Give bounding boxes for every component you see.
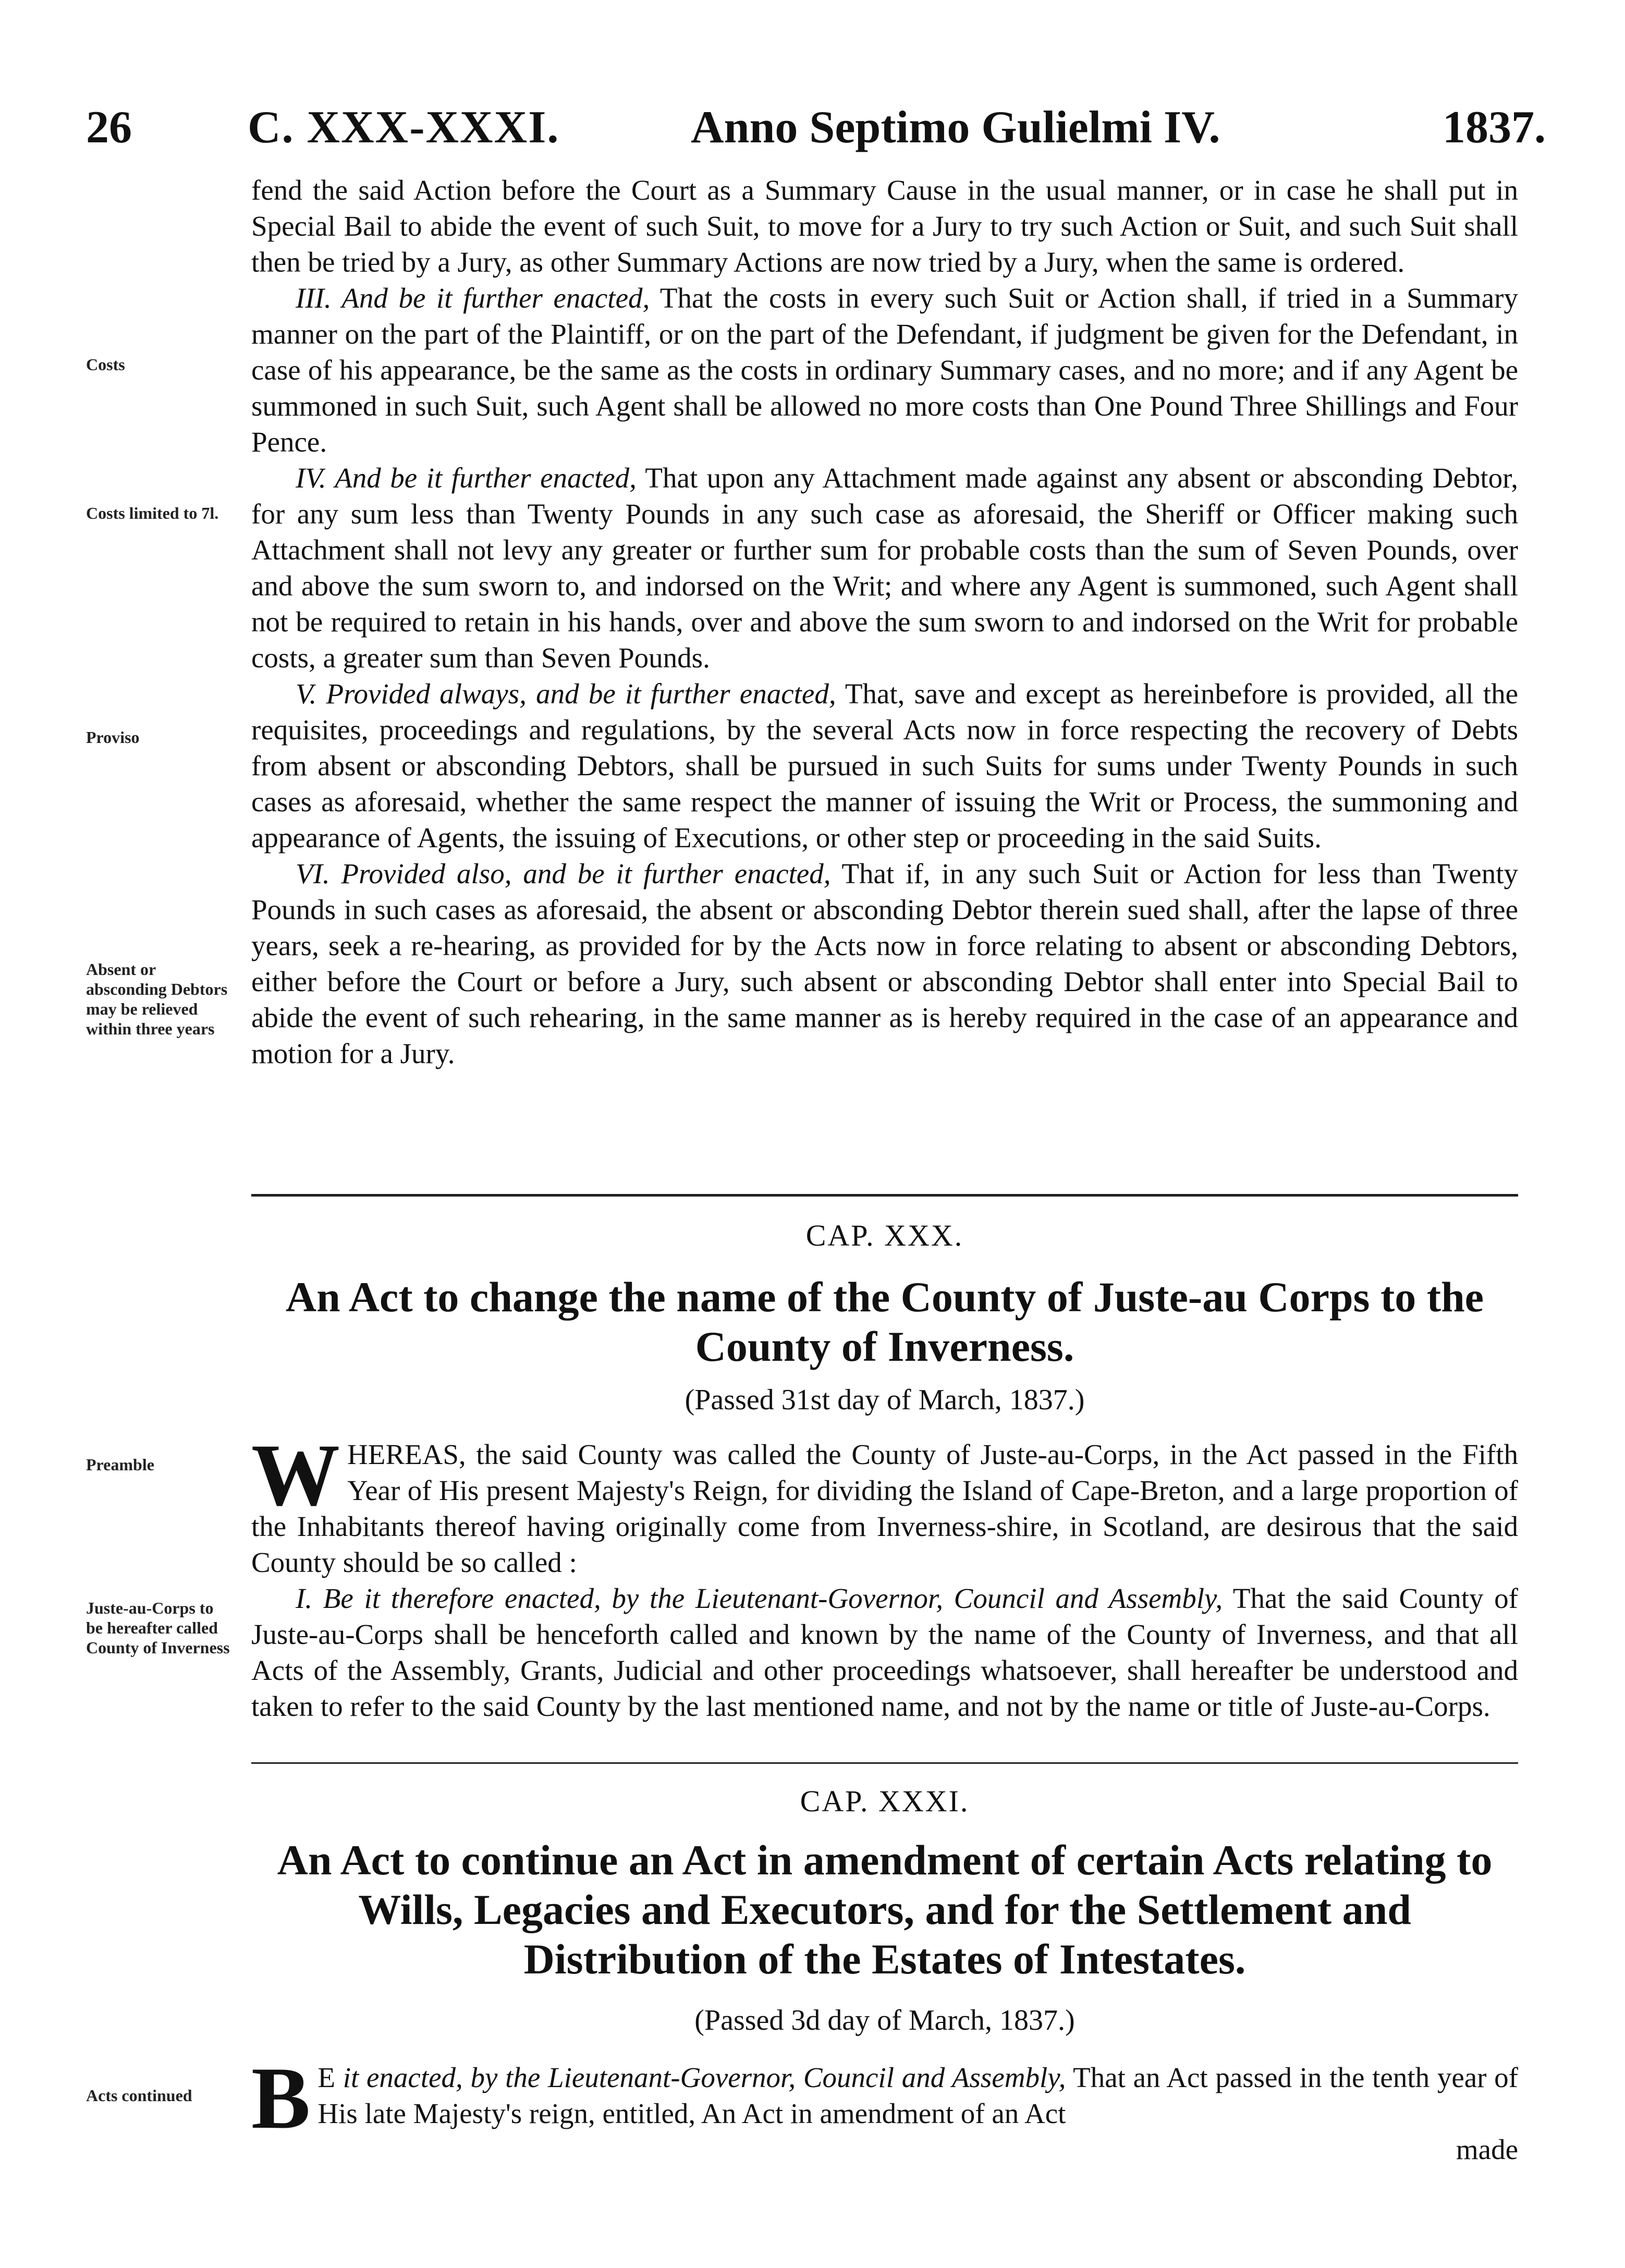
running-head <box>86 99 1546 156</box>
section-rule-2 <box>251 1762 1518 1764</box>
cap30-preamble-text: HEREAS, the said County was called the County of Juste-au-Corps, in the Act passed in the Fifth Year of His present Majesty's Reign, for dividing the Island of Cape-Breton, and a large proportion of the Inhabitants thereof having originally come from Inverness-shire, in Scotland, are desirous that the said County should be so called : <box>251 1438 1518 1578</box>
margin-note-absent-debtors: Absent or absconding Debtors may be relieved within three years <box>86 960 228 1038</box>
chapter-range: C. XXX-XXXI. <box>248 102 560 153</box>
cap30-body <box>251 1426 1518 1724</box>
cap31-body <box>251 2049 1518 2167</box>
margin-note-costs: Costs <box>86 355 125 374</box>
cap31-enacting-clause <box>251 2049 1518 2147</box>
page-number: 26 <box>86 102 132 153</box>
cap30-section-1-body: That the said County of Juste-au-Corps shall be henceforth called and known by the name of the County of Inverness, and that all Acts of the Assembly, Grants, Judicial and other proceedings whatsoever, shall hereafter be understood and taken to refer to the said County by the last mentioned name, and not by the name or title of Juste-au-Corps. <box>251 1582 1518 1722</box>
cap29-continuation <box>251 172 1518 1071</box>
cap31-heading: CAP. XXXI. <box>800 1784 970 1818</box>
section-5 <box>251 676 1518 856</box>
margin-note-costs-limited: Costs limited to 7l. <box>86 504 219 522</box>
cap31-body-text: That an Act passed in the tenth year of His late Majesty's reign, entitled, An Act in amendment of an Act <box>317 2062 1518 2129</box>
section-6-body: That if, in any such Suit or Action for less than Twenty Pounds in such cases as aforesaid, the absent or absconding Debtor therein sued shall, after the lapse of three years, seek a re-hearing, as provided for by the Acts now in force relating to absent or absconding Debtors, either before the Court or before a Jury, such absent or absconding Debtor shall enter into Special Bail to abide the event of such rehearing, in the same manner as is hereby required in the case of an appearance and motion for a Jury. <box>251 858 1518 1069</box>
cap30-preamble <box>251 1426 1518 1580</box>
cap30-passed-date: (Passed 31st day of March, 1837.) <box>685 1384 1085 1416</box>
cap30-section-1 <box>251 1580 1518 1724</box>
catchword: made <box>1456 2133 1518 2165</box>
year: 1837. <box>1443 102 1546 153</box>
section-3-body: That the costs in every such Suit or Action shall, if tried in a Summary manner on the part of the Plaintiff, or on the part of the Defendant, if judgment be given for the Defendant, in case of his appearance, be the same as the costs in ordinary Summary cases, and no more; and if any Agent be summoned in such Suit, such Agent shall be allowed no more costs than One Pound Three Shillings and Four Pence. <box>251 282 1518 458</box>
section-3 <box>251 280 1518 460</box>
section-3-lead: III. And be it further enacted, <box>296 282 650 314</box>
cap30-title: An Act to change the name of the County of Juste-au Corps to the County of Inverness. <box>285 1273 1484 1370</box>
margin-note-preamble: Preamble <box>86 1455 154 1474</box>
regnal-title: Anno Septimo Gulielmi IV. <box>691 102 1220 153</box>
cap31-title: An Act to continue an Act in amendment of certain Acts relating to Wills, Legacies and Executors, and for the Settlement and Distribution of the Estates of Intestates. <box>277 1836 1493 1983</box>
section-6 <box>251 856 1518 1071</box>
cap30-section-1-lead: I. Be it therefore enacted, by the Lieutenant-Governor, Council and Assembly, <box>296 1582 1223 1614</box>
cap31-passed-date: (Passed 3d day of March, 1837.) <box>694 2004 1075 2037</box>
section-4-lead: IV. And be it further enacted, <box>296 462 637 494</box>
dropcap-b: B <box>251 2049 311 2147</box>
section-4-body: That upon any Attachment made against any absent or absconding Debtor, for any sum less than Twenty Pounds in any such case as aforesaid, the Sheriff or Officer making such Attachment shall not levy any greater or further sum for probable costs than the sum of Seven Pounds, over and above the sum sworn to, and indorsed on the Writ; and where any Agent is summoned, such Agent shall not be required to retain in his hands, over and above the sum sworn to and indorsed on the Writ for probable costs, a greater sum than Seven Pounds. <box>251 462 1518 674</box>
section-6-lead: VI. Provided also, and be it further enacted, <box>296 858 831 889</box>
margin-note-proviso: Proviso <box>86 728 140 747</box>
continued-paragraph: fend the said Action before the Court as a Summary Cause in the usual manner, or in case he shall put in Special Bail to abide the event of such Suit, to move for a Jury to try such Action or Suit, and such Suit shall then be tried by a Jury, as other Summary Actions are now tried by a Jury, when the same is ordered. <box>251 174 1518 278</box>
dropcap-w: W <box>251 1426 340 1524</box>
section-5-body: That, save and except as hereinbefore is provided, all the requisites, proceedings and regulations, by the several Acts now in force respecting the recovery of Debts from absent or absconding Debtors, shall be pursued in such Suits for sums under Twenty Pounds in such cases as aforesaid, whether the same respect the manner of issuing the Writ or Process, the summoning and appearance of Agents, the issuing of Executions, or other step or proceeding in the said Suits. <box>251 678 1519 853</box>
cap31-lead-cap: E <box>317 2062 335 2093</box>
section-4 <box>251 460 1518 676</box>
section-5-lead: V. Provided always, and be it further enacted, <box>296 678 836 710</box>
cap31-lead: it enacted, by the Lieutenant-Governor, Council and Assembly, <box>335 2062 1066 2093</box>
margin-note-acts-continued: Acts continued <box>86 2086 192 2105</box>
cap30-heading: CAP. XXX. <box>805 1218 964 1252</box>
margin-note-juste-au-corps: Juste-au-Corps to be hereafter called County of Inverness <box>86 1599 230 1657</box>
section-rule <box>251 1194 1518 1197</box>
